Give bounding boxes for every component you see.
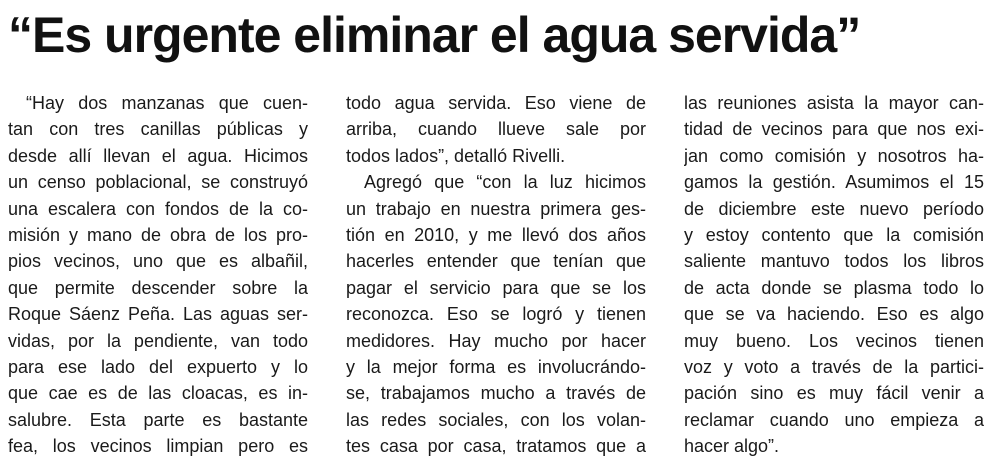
text-line: que permite descender sobre la — [8, 277, 308, 298]
text-line: “Hay dos manzanas que cuen- — [26, 93, 308, 113]
text-line: medidores. Hay mucho por hacer — [346, 330, 646, 351]
article-column-2 — [346, 90, 646, 459]
text-line: de acta donde se plasma todo lo — [684, 277, 984, 298]
text-line: las redes sociales, con los volan- — [346, 409, 646, 430]
text-line: una escalera con fondos de la co- — [8, 198, 308, 219]
text-line: reclamar cuando uno empieza a — [684, 409, 984, 430]
text-line: misión y mano de obra de los pro- — [8, 224, 308, 245]
text-line: pagar el servicio para que se los — [346, 277, 646, 298]
text-line: se, trabajamos mucho a través de — [346, 383, 646, 404]
text-line: pación sino es muy fácil venir a — [684, 383, 984, 404]
text-line: que cae es de las cloacas, es in- — [8, 383, 308, 404]
text-line: Roque Sáenz Peña. Las aguas ser- — [8, 304, 308, 325]
text-line: y la mejor forma es involucrándo- — [346, 356, 646, 377]
text-line: todo agua servida. Eso viene de — [346, 93, 646, 113]
text-line: arriba, cuando llueve sale por — [346, 119, 646, 140]
text-line: un censo poblacional, se construyó — [8, 172, 308, 193]
text-line: de diciembre este nuevo período — [684, 198, 984, 219]
text-line: voz y voto a través de la partici- — [684, 356, 984, 377]
text-line: tan con tres canillas públicas y — [8, 119, 308, 140]
text-line: jan como comisión y nosotros ha- — [684, 145, 984, 166]
text-line: vidas, por la pendiente, van todo — [8, 330, 308, 351]
text-line: tes casa por casa, tratamos que a — [346, 436, 646, 457]
text-line: salubre. Esta parte es bastante — [8, 409, 308, 430]
article-headline: “Es urgente eliminar el agua servida” — [8, 7, 861, 63]
text-line: desde allí llevan el agua. Hicimos — [8, 145, 308, 166]
text-line: gamos la gestión. Asumimos el 15 — [684, 172, 984, 193]
text-line: pios vecinos, uno que es albañil, — [8, 251, 308, 272]
text-line: y estoy contento que la comisión — [684, 224, 984, 245]
article-column-1 — [8, 90, 308, 459]
text-line: reconozca. Eso se logró y tienen — [346, 304, 646, 325]
text-line: hacer algo”. — [684, 436, 780, 457]
text-line: para ese lado del expuerto y lo — [8, 356, 308, 377]
article-column-3 — [684, 90, 984, 459]
text-line: tión en 2010, y me llevó dos años — [346, 224, 646, 245]
text-line: que se va haciendo. Eso es algo — [684, 304, 984, 325]
text-line: Agregó que “con la luz hicimos — [364, 172, 646, 193]
text-line: fea, los vecinos limpian pero es — [8, 436, 308, 457]
text-line: las reuniones asista la mayor can- — [684, 93, 984, 113]
text-line: muy bueno. Los vecinos tienen — [684, 330, 984, 351]
text-line: hacerles entender que tenían que — [346, 251, 646, 272]
text-line: saliente mantuvo todos los libros — [684, 251, 984, 272]
text-line: tidad de vecinos para que nos exi- — [684, 119, 984, 140]
text-line: todos lados”, detalló Rivelli. — [346, 145, 566, 166]
text-line: un trabajo en nuestra primera ges- — [346, 198, 646, 219]
